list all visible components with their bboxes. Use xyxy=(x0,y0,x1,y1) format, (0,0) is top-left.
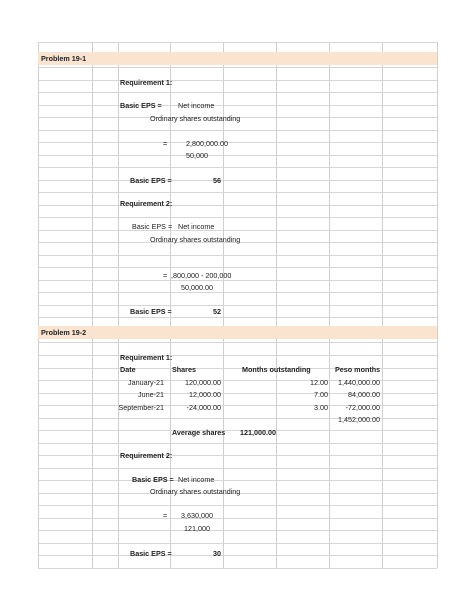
grid-row-line xyxy=(38,518,437,519)
table-cell-peso-months[interactable]: 1,440,000.00 xyxy=(338,378,380,387)
table-cell-shares[interactable]: 12,000.00 xyxy=(189,390,221,399)
grid-row-line xyxy=(38,155,437,156)
requirement-label[interactable]: Requirement 1: xyxy=(120,78,173,87)
formula-label[interactable]: Basic EPS = xyxy=(120,101,162,110)
grid-row-line xyxy=(38,180,437,181)
formula-label[interactable]: Basic EPS = xyxy=(132,222,173,231)
grid-row-line xyxy=(38,555,437,556)
grid-row-line xyxy=(38,543,437,544)
result-value[interactable]: 56 xyxy=(213,176,221,185)
equals-sign[interactable]: = xyxy=(163,511,168,520)
grid-row-line xyxy=(38,205,437,206)
average-shares-value[interactable]: 121,000.00 xyxy=(240,428,276,437)
grid-row-line xyxy=(38,217,437,218)
table-cell-months[interactable]: 7.00 xyxy=(314,390,328,399)
grid-row-line xyxy=(38,167,437,168)
column-header-peso-months[interactable]: Peso months xyxy=(335,365,381,374)
denominator-value[interactable]: 50,000 xyxy=(186,151,208,160)
equals-sign[interactable]: = xyxy=(163,139,168,148)
table-cell-peso-months[interactable]: -72,000.00 xyxy=(345,403,380,412)
grid-row-line xyxy=(38,342,437,343)
result-value[interactable]: 52 xyxy=(213,307,221,316)
grid-row-line xyxy=(38,80,437,81)
grid-row-line xyxy=(38,130,437,131)
denominator-text[interactable]: Ordinary shares outstanding xyxy=(150,235,241,244)
spreadsheet xyxy=(38,42,437,568)
denominator-text[interactable]: Ordinary shares outstanding xyxy=(150,114,241,123)
grid-row-line xyxy=(38,317,437,318)
numerator-text[interactable]: Net income xyxy=(178,222,215,231)
grid-row-line xyxy=(38,255,437,256)
grid-row-line xyxy=(38,480,437,481)
total-peso-months[interactable]: 1,452,000.00 xyxy=(338,415,380,424)
grid-row-line xyxy=(38,468,437,469)
table-cell-peso-months[interactable]: 84,000.00 xyxy=(348,390,380,399)
table-cell-months[interactable]: 12.00 xyxy=(310,378,328,387)
denominator-value[interactable]: 121,000 xyxy=(184,524,210,533)
grid-row-line xyxy=(38,568,437,569)
equals-sign[interactable]: = xyxy=(163,271,168,280)
grid-row-line xyxy=(38,230,437,231)
average-shares-label[interactable]: Average shares xyxy=(172,428,226,437)
grid-row-line xyxy=(38,443,437,444)
problem-title[interactable]: Problem 19-1 xyxy=(41,54,87,63)
numerator-text[interactable]: Net income xyxy=(178,101,215,110)
requirement-label[interactable]: Requirement 2: xyxy=(120,199,173,208)
table-cell-date[interactable]: January-21 xyxy=(128,378,164,387)
grid-row-line xyxy=(38,105,437,106)
denominator-text[interactable]: Ordinary shares outstanding xyxy=(150,487,241,496)
result-value[interactable]: 30 xyxy=(213,549,221,558)
requirement-label[interactable]: Requirement 1: xyxy=(120,353,173,362)
table-cell-months[interactable]: 3.00 xyxy=(314,403,328,412)
grid-row-line xyxy=(38,92,437,93)
grid-row-line xyxy=(38,305,437,306)
grid-row-line xyxy=(38,42,437,43)
numerator-value[interactable]: 3,630,000 xyxy=(181,511,213,520)
result-label[interactable]: Basic EPS = xyxy=(130,549,172,558)
column-header-months[interactable]: Months outstanding xyxy=(242,365,311,374)
problem-title[interactable]: Problem 19-2 xyxy=(41,328,87,337)
result-label[interactable]: Basic EPS = xyxy=(130,307,172,316)
formula-label[interactable]: Basic EPS = xyxy=(132,475,174,484)
grid-row-line xyxy=(38,530,437,531)
numerator-text[interactable]: Net income xyxy=(178,475,215,484)
problem-header-band xyxy=(38,326,437,339)
result-label[interactable]: Basic EPS = xyxy=(130,176,172,185)
column-header-date[interactable]: Date xyxy=(120,365,136,374)
requirement-label[interactable]: Requirement 2: xyxy=(120,451,173,460)
denominator-value[interactable]: 50,000.00 xyxy=(181,283,213,292)
grid-row-line xyxy=(38,505,437,506)
grid-row-line xyxy=(38,292,437,293)
grid-row-line xyxy=(38,192,437,193)
grid-row-line xyxy=(38,430,437,431)
table-cell-date[interactable]: September-21 xyxy=(118,403,164,412)
grid-row-line xyxy=(38,280,437,281)
numerator-value[interactable]: 2,800,000.00 xyxy=(186,139,228,148)
table-cell-shares[interactable]: 120,000.00 xyxy=(185,378,221,387)
grid-column-line xyxy=(437,42,438,568)
grid-row-line xyxy=(38,267,437,268)
numerator-value[interactable]: ,800,000 - 200,000 xyxy=(171,271,232,280)
grid-row-line xyxy=(38,67,437,68)
table-cell-shares[interactable]: -24,000.00 xyxy=(186,403,221,412)
table-cell-date[interactable]: June-21 xyxy=(138,390,164,399)
column-header-shares[interactable]: Shares xyxy=(172,365,196,374)
problem-header-band xyxy=(38,52,437,65)
grid-row-line xyxy=(38,455,437,456)
grid-row-line xyxy=(38,142,437,143)
grid-row-line xyxy=(38,355,437,356)
